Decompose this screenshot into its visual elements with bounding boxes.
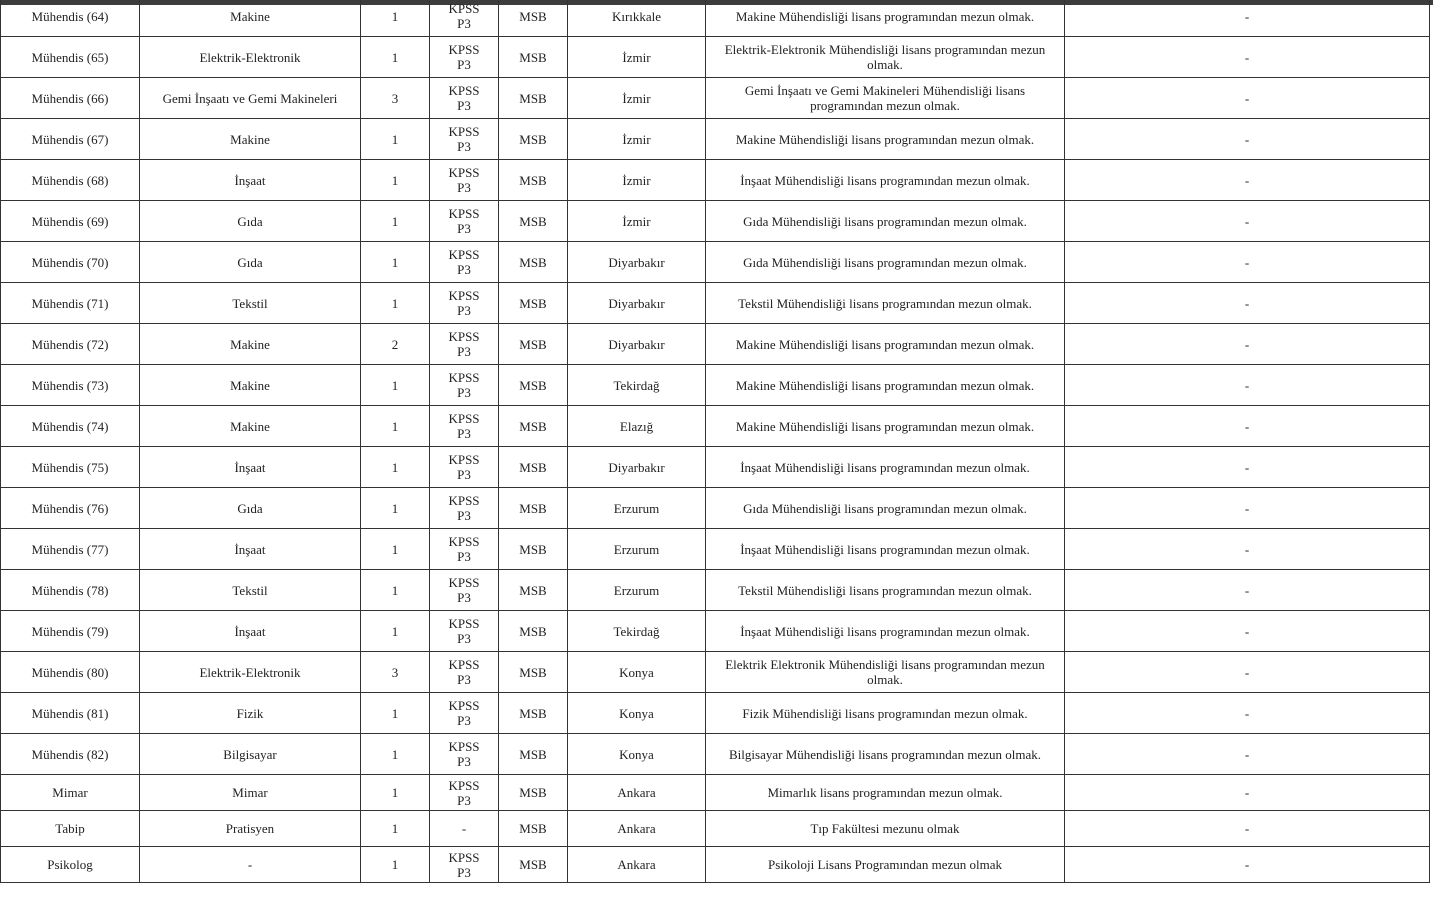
city-cell: Diyarbakır [568, 447, 706, 488]
institution-cell: MSB [499, 365, 568, 406]
notes-cell: - [1065, 811, 1430, 847]
requirement-cell: Makine Mühendisliği lisans programından mezun olmak. [706, 365, 1065, 406]
institution-cell: MSB [499, 242, 568, 283]
notes-cell: - [1065, 570, 1430, 611]
institution-cell: MSB [499, 283, 568, 324]
institution-cell: MSB [499, 447, 568, 488]
institution-cell: MSB [499, 529, 568, 570]
table-row [1, 242, 1430, 283]
requirement-cell: Gıda Mühendisliği lisans programından mezun olmak. [706, 201, 1065, 242]
position-title-cell: Mühendis (68) [1, 160, 140, 201]
table-row [1, 78, 1430, 119]
requirement-cell: Gıda Mühendisliği lisans programından mezun olmak. [706, 242, 1065, 283]
exam-type-cell: KPSS P3 [430, 570, 499, 611]
requirement-cell: Makine Mühendisliği lisans programından mezun olmak. [706, 406, 1065, 447]
exam-type-cell: KPSS P3 [430, 611, 499, 652]
requirement-cell: Tekstil Mühendisliği lisans programından mezun olmak. [706, 570, 1065, 611]
branch-cell: İnşaat [140, 529, 361, 570]
institution-cell: MSB [499, 324, 568, 365]
table-row [1, 734, 1430, 775]
table-row [1, 0, 1430, 37]
institution-cell: MSB [499, 37, 568, 78]
notes-cell: - [1065, 488, 1430, 529]
requirement-cell: Makine Mühendisliği lisans programından mezun olmak. [706, 119, 1065, 160]
notes-cell: - [1065, 37, 1430, 78]
position-count-cell: 1 [361, 37, 430, 78]
branch-cell: Gemi İnşaatı ve Gemi Makineleri [140, 78, 361, 119]
table-body [1, 0, 1430, 883]
city-cell: Konya [568, 652, 706, 693]
institution-cell: MSB [499, 201, 568, 242]
notes-cell: - [1065, 693, 1430, 734]
position-title-cell: Mühendis (74) [1, 406, 140, 447]
branch-cell: Pratisyen [140, 811, 361, 847]
exam-type-cell: KPSS P3 [430, 529, 499, 570]
requirement-cell: Elektrik-Elektronik Mühendisliği lisans programından mezun olmak. [706, 37, 1065, 78]
requirement-cell: İnşaat Mühendisliği lisans programından mezun olmak. [706, 529, 1065, 570]
table-row [1, 324, 1430, 365]
table-row [1, 488, 1430, 529]
position-count-cell: 1 [361, 488, 430, 529]
city-cell: Kırıkkale [568, 0, 706, 37]
exam-type-cell: KPSS P3 [430, 775, 499, 811]
notes-cell: - [1065, 324, 1430, 365]
notes-cell: - [1065, 365, 1430, 406]
branch-cell: İnşaat [140, 447, 361, 488]
exam-type-cell: KPSS P3 [430, 283, 499, 324]
branch-cell: Mimar [140, 775, 361, 811]
branch-cell: Tekstil [140, 283, 361, 324]
requirement-cell: Mimarlık lisans programından mezun olmak. [706, 775, 1065, 811]
institution-cell: MSB [499, 611, 568, 652]
table-row [1, 365, 1430, 406]
city-cell: Konya [568, 693, 706, 734]
position-count-cell: 1 [361, 283, 430, 324]
institution-cell: MSB [499, 119, 568, 160]
table-row [1, 652, 1430, 693]
exam-type-cell: KPSS P3 [430, 201, 499, 242]
requirement-cell: Elektrik Elektronik Mühendisliği lisans programından mezun olmak. [706, 652, 1065, 693]
city-cell: Tekirdağ [568, 365, 706, 406]
city-cell: Erzurum [568, 570, 706, 611]
table-row [1, 693, 1430, 734]
notes-cell: - [1065, 242, 1430, 283]
notes-cell: - [1065, 734, 1430, 775]
position-count-cell: 1 [361, 242, 430, 283]
branch-cell: Makine [140, 324, 361, 365]
requirement-cell: İnşaat Mühendisliği lisans programından mezun olmak. [706, 447, 1065, 488]
exam-type-cell: KPSS P3 [430, 693, 499, 734]
position-title-cell: Tabip [1, 811, 140, 847]
position-title-cell: Mühendis (75) [1, 447, 140, 488]
city-cell: İzmir [568, 37, 706, 78]
requirement-cell: Tekstil Mühendisliği lisans programından mezun olmak. [706, 283, 1065, 324]
position-title-cell: Mühendis (76) [1, 488, 140, 529]
position-count-cell: 1 [361, 570, 430, 611]
branch-cell: İnşaat [140, 160, 361, 201]
notes-cell: - [1065, 611, 1430, 652]
requirement-cell: İnşaat Mühendisliği lisans programından mezun olmak. [706, 160, 1065, 201]
branch-cell: Makine [140, 119, 361, 160]
exam-type-cell: KPSS P3 [430, 652, 499, 693]
branch-cell: Bilgisayar [140, 734, 361, 775]
branch-cell: Gıda [140, 488, 361, 529]
exam-type-cell: KPSS P3 [430, 0, 499, 37]
exam-type-cell: KPSS P3 [430, 242, 499, 283]
notes-cell: - [1065, 201, 1430, 242]
notes-cell: - [1065, 529, 1430, 570]
institution-cell: MSB [499, 406, 568, 447]
institution-cell: MSB [499, 78, 568, 119]
city-cell: Ankara [568, 847, 706, 883]
position-title-cell: Psikolog [1, 847, 140, 883]
exam-type-cell: KPSS P3 [430, 847, 499, 883]
city-cell: İzmir [568, 119, 706, 160]
institution-cell: MSB [499, 734, 568, 775]
position-count-cell: 1 [361, 160, 430, 201]
branch-cell: Elektrik-Elektronik [140, 37, 361, 78]
city-cell: İzmir [568, 160, 706, 201]
position-title-cell: Mühendis (71) [1, 283, 140, 324]
exam-type-cell: KPSS P3 [430, 324, 499, 365]
branch-cell: Makine [140, 0, 361, 37]
institution-cell: MSB [499, 652, 568, 693]
city-cell: Konya [568, 734, 706, 775]
position-title-cell: Mühendis (77) [1, 529, 140, 570]
position-count-cell: 1 [361, 119, 430, 160]
exam-type-cell: KPSS P3 [430, 365, 499, 406]
position-count-cell: 2 [361, 324, 430, 365]
exam-type-cell: KPSS P3 [430, 119, 499, 160]
position-title-cell: Mühendis (70) [1, 242, 140, 283]
position-title-cell: Mühendis (78) [1, 570, 140, 611]
position-count-cell: 1 [361, 775, 430, 811]
position-title-cell: Mühendis (72) [1, 324, 140, 365]
requirement-cell: Psikoloji Lisans Programından mezun olmak [706, 847, 1065, 883]
exam-type-cell: KPSS P3 [430, 734, 499, 775]
city-cell: Ankara [568, 775, 706, 811]
position-count-cell: 1 [361, 365, 430, 406]
branch-cell: Gıda [140, 242, 361, 283]
position-title-cell: Mühendis (73) [1, 365, 140, 406]
branch-cell: Makine [140, 406, 361, 447]
institution-cell: MSB [499, 775, 568, 811]
notes-cell: - [1065, 119, 1430, 160]
exam-type-cell: KPSS P3 [430, 37, 499, 78]
notes-cell: - [1065, 78, 1430, 119]
branch-cell: Tekstil [140, 570, 361, 611]
requirement-cell: Gıda Mühendisliği lisans programından mezun olmak. [706, 488, 1065, 529]
notes-cell: - [1065, 652, 1430, 693]
table-row [1, 811, 1430, 847]
requirement-cell: Makine Mühendisliği lisans programından mezun olmak. [706, 0, 1065, 37]
position-count-cell: 1 [361, 847, 430, 883]
table-row [1, 119, 1430, 160]
table-row [1, 283, 1430, 324]
institution-cell: MSB [499, 693, 568, 734]
table-row [1, 201, 1430, 242]
notes-cell: - [1065, 447, 1430, 488]
position-title-cell: Mühendis (67) [1, 119, 140, 160]
branch-cell: İnşaat [140, 611, 361, 652]
notes-cell: - [1065, 160, 1430, 201]
position-title-cell: Mühendis (66) [1, 78, 140, 119]
position-title-cell: Mühendis (82) [1, 734, 140, 775]
notes-cell: - [1065, 775, 1430, 811]
branch-cell: Fizik [140, 693, 361, 734]
position-title-cell: Mühendis (64) [1, 0, 140, 37]
notes-cell: - [1065, 0, 1430, 37]
exam-type-cell: KPSS P3 [430, 406, 499, 447]
position-count-cell: 1 [361, 611, 430, 652]
branch-cell: - [140, 847, 361, 883]
position-count-cell: 1 [361, 693, 430, 734]
requirement-cell: Tıp Fakültesi mezunu olmak [706, 811, 1065, 847]
institution-cell: MSB [499, 160, 568, 201]
exam-type-cell: KPSS P3 [430, 447, 499, 488]
table-row [1, 775, 1430, 811]
table-row [1, 160, 1430, 201]
requirement-cell: İnşaat Mühendisliği lisans programından mezun olmak. [706, 611, 1065, 652]
notes-cell: - [1065, 283, 1430, 324]
city-cell: Ankara [568, 811, 706, 847]
table-row [1, 570, 1430, 611]
requirement-cell: Fizik Mühendisliği lisans programından mezun olmak. [706, 693, 1065, 734]
city-cell: Diyarbakır [568, 283, 706, 324]
city-cell: İzmir [568, 201, 706, 242]
branch-cell: Makine [140, 365, 361, 406]
institution-cell: MSB [499, 847, 568, 883]
branch-cell: Gıda [140, 201, 361, 242]
table-row [1, 847, 1430, 883]
branch-cell: Elektrik-Elektronik [140, 652, 361, 693]
institution-cell: MSB [499, 0, 568, 37]
institution-cell: MSB [499, 488, 568, 529]
position-count-cell: 3 [361, 78, 430, 119]
city-cell: Tekirdağ [568, 611, 706, 652]
table-row [1, 37, 1430, 78]
position-count-cell: 1 [361, 811, 430, 847]
exam-type-cell: KPSS P3 [430, 488, 499, 529]
notes-cell: - [1065, 847, 1430, 883]
position-count-cell: 1 [361, 406, 430, 447]
requirement-cell: Makine Mühendisliği lisans programından mezun olmak. [706, 324, 1065, 365]
institution-cell: MSB [499, 570, 568, 611]
city-cell: Erzurum [568, 529, 706, 570]
table-row [1, 406, 1430, 447]
position-title-cell: Mühendis (81) [1, 693, 140, 734]
position-count-cell: 1 [361, 734, 430, 775]
city-cell: Diyarbakır [568, 324, 706, 365]
position-count-cell: 1 [361, 201, 430, 242]
notes-cell: - [1065, 406, 1430, 447]
requirement-cell: Bilgisayar Mühendisliği lisans programından mezun olmak. [706, 734, 1065, 775]
exam-type-cell: KPSS P3 [430, 78, 499, 119]
city-cell: İzmir [568, 78, 706, 119]
table-row [1, 529, 1430, 570]
city-cell: Elazığ [568, 406, 706, 447]
position-title-cell: Mühendis (80) [1, 652, 140, 693]
position-title-cell: Mühendis (65) [1, 37, 140, 78]
position-count-cell: 1 [361, 0, 430, 37]
position-count-cell: 1 [361, 447, 430, 488]
city-cell: Diyarbakır [568, 242, 706, 283]
position-count-cell: 1 [361, 529, 430, 570]
institution-cell: MSB [499, 811, 568, 847]
position-count-cell: 3 [361, 652, 430, 693]
exam-type-cell: KPSS P3 [430, 160, 499, 201]
table-row [1, 611, 1430, 652]
position-title-cell: Mimar [1, 775, 140, 811]
exam-type-cell: - [430, 811, 499, 847]
table-row [1, 447, 1430, 488]
requirement-cell: Gemi İnşaatı ve Gemi Makineleri Mühendisliği lisans programından mezun olmak. [706, 78, 1065, 119]
position-title-cell: Mühendis (79) [1, 611, 140, 652]
position-title-cell: Mühendis (69) [1, 201, 140, 242]
city-cell: Erzurum [568, 488, 706, 529]
